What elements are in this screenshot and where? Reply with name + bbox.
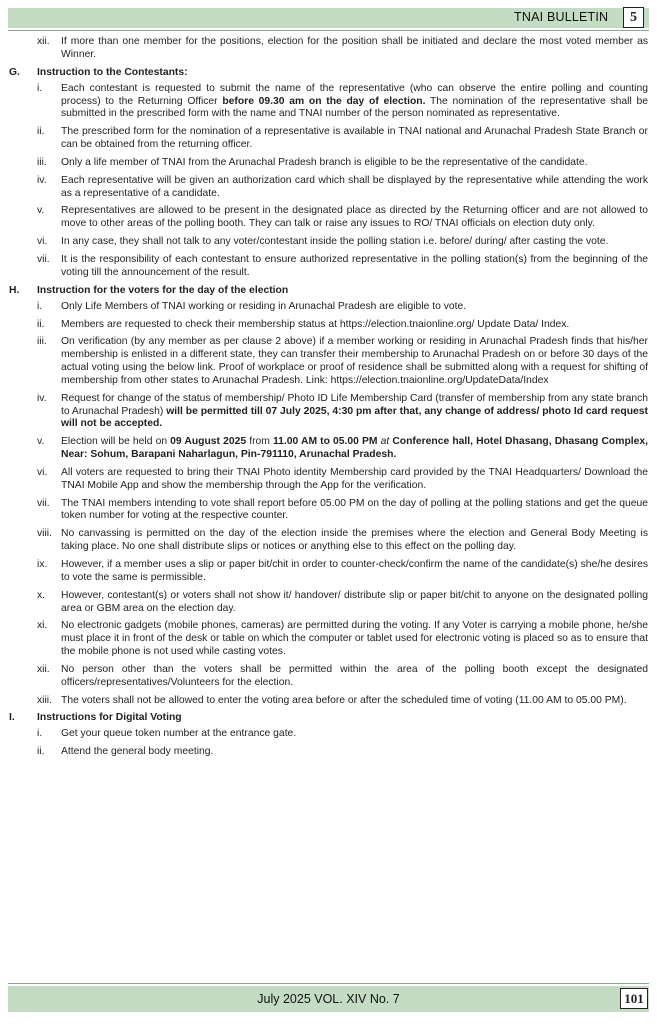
item-text: If more than one member for the positions, election for the position shall be initiated and declare the most voted member as Winner. — [61, 36, 648, 60]
item-number: ii. — [37, 126, 45, 138]
section-letter: I. — [9, 712, 15, 724]
item-text: In any case, they shall not talk to any voter/contestant inside the polling station i.e. before/ during/ after casting the vote. — [61, 236, 609, 248]
item-text: Representatives are allowed to be present in the designated place as directed by the Returning officer and are not allowed to move to other areas of the polling booth. They can talk or raise any issues to RO/ TNAI officials on election duty only. — [61, 205, 648, 230]
item-text: The TNAI members intending to vote shall report before 05.00 PM on the day of polling at the polling stations and get the queue token number for voting at the respective counter. — [61, 497, 648, 522]
list-item — [0, 319, 657, 332]
item-number: v. — [37, 436, 45, 448]
list-item — [0, 126, 657, 152]
item-number: vii. — [37, 253, 50, 265]
list-item — [0, 336, 657, 387]
item-number: xiii. — [37, 694, 52, 706]
item-text: However, contestant(s) or voters shall not show it/ handover/ distribute slip or paper bit/chit to anyone on the designated polling area or GBM area on the election day. — [61, 589, 648, 614]
header-page-number: 5 — [623, 7, 644, 28]
item-number: ii. — [37, 746, 45, 758]
election-venue: Conference hall, Hotel Dhasang, Dhasang Complex, Near: Sohum, Barapani Naharlagun, Pin-791110, Arunachal Pradesh. — [61, 436, 649, 461]
item-text: No electronic gadgets (mobile phones, cameras) are permitted during the voting. If any Voter is carrying a mobile phone, he/she must place it in front of the desk or table on which the computer or tablet used for electronic voting is placed so as to ensure that the mobile phone is not used while casting votes. — [61, 620, 648, 658]
section-heading — [0, 712, 657, 725]
section-letter: G. — [9, 66, 20, 78]
item-number: xi. — [37, 620, 48, 632]
list-item: iv. Request for change of the status of membership/ Photo ID Life Membership Card (transfer of membership from any state branch to Arunachal Pradesh) will be permitted till 07 July 2025, 4:30 pm after that, any change of address/ photo Id card request will not be accepted. — [37, 392, 648, 430]
section-title: Instruction to the Contestants: — [37, 66, 188, 78]
header-divider — [8, 30, 649, 31]
list-item — [0, 620, 657, 659]
list-item — [0, 528, 657, 554]
list-item — [0, 301, 657, 314]
bold-text: before 09.30 am on the day of election. — [222, 95, 426, 107]
item-number: v. — [37, 205, 45, 217]
list-item — [0, 498, 657, 524]
item-text: On verification (by any member as per clause 2 above) if a member working or residing in Arunachal Pradesh finds that his/her membership is enlisted in a different state, they can transfer their membership to Arunachal Pradesh on or before 30 days of the actual voting using the below link. Proof of workplace or proof of residence shall be submitted along with a request for shifting of membership from other states to Arunachal Pradesh. Link: https://election.tnaionline.org/UpdateData/Index — [61, 336, 648, 386]
item-text: Only a life member of TNAI from the Arunachal Pradesh branch is eligible to be the representative of the candidate. — [61, 156, 588, 168]
item-text: Members are requested to check their membership status at https://election.tnaionline.org/ Update Data/ Index. — [61, 318, 570, 330]
footer-page-number: 101 — [620, 988, 648, 1009]
list-item — [0, 746, 657, 759]
list-item — [0, 559, 657, 585]
election-date: 09 August 2025 — [170, 436, 247, 448]
item-number: i. — [37, 728, 43, 740]
item-number: iv. — [37, 174, 47, 186]
item-text: Get your queue token number at the entrance gate. — [61, 728, 297, 740]
item-number: x. — [37, 589, 46, 601]
list-item — [0, 36, 657, 62]
list-item — [0, 236, 657, 249]
issue-info: July 2025 VOL. XIV No. 7 — [257, 992, 400, 1006]
section-title: Instruction for the voters for the day of the election — [37, 284, 289, 296]
list-item — [0, 728, 657, 741]
item-text: The prescribed form for the nomination of a representative is available in TNAI national and Arunachal Pradesh State Branch or can be obtained from the returning officer. — [61, 126, 648, 151]
item-text: It is the responsibility of each contestant to ensure authorized representative in the polling station(s) from the beginning of the voting till the announcement of the result. — [61, 253, 648, 278]
item-number: iii. — [37, 336, 47, 348]
list-item — [0, 205, 657, 231]
item-text: No person other than the voters shall be permitted within the area of the polling booth except the designated officers/representatives/Volunteers for the election. — [61, 663, 648, 688]
document-body — [0, 36, 657, 764]
item-number: ii. — [37, 318, 45, 330]
item-number: vi. — [37, 236, 48, 248]
item-text: The voters shall not be allowed to enter the voting area before or after the scheduled time of voting (11.00 AM to 05.00 PM). — [61, 694, 627, 706]
item-text: Attend the general body meeting. — [61, 746, 214, 758]
election-time: 11.00 AM to 05.00 PM — [272, 436, 378, 448]
list-item — [0, 467, 657, 493]
bulletin-title: TNAI BULLETIN — [514, 10, 609, 24]
list-item — [0, 590, 657, 616]
item-number: xii. — [37, 36, 50, 47]
item-number: vi. — [37, 466, 48, 478]
section-letter: H. — [9, 284, 20, 296]
item-number: ix. — [37, 559, 48, 570]
section-title: Instructions for Digital Voting — [37, 712, 182, 724]
item-text: All voters are requested to bring their TNAI Photo identity Membership card provided by the TNAI Headquarters/ Download the TNAI Mobile App and show the membership through the App for the verification. — [61, 466, 648, 491]
item-number: iv. — [37, 392, 47, 404]
section-heading — [0, 285, 657, 298]
section-heading — [0, 67, 657, 80]
bold-text: will be permitted till 07 July 2025, 4:30 pm after that, any change of address/ photo Id card request will not be accepted. — [61, 405, 648, 430]
item-number: xii. — [37, 663, 50, 675]
item-number: iii. — [37, 156, 47, 168]
list-item — [0, 664, 657, 690]
list-item — [0, 175, 657, 201]
item-text: However, if a member uses a slip or paper bit/chit in order to counter-check/confirm the name of the candidate(s) she/he desires to vote the same is permissible. — [61, 559, 648, 583]
item-text: Each representative will be given an authorization card which shall be displayed by the representative while attending the work as a representative of a candidate. — [61, 174, 648, 199]
item-number: i. — [37, 300, 43, 312]
list-item — [0, 157, 657, 170]
item-text: Only Life Members of TNAI working or residing in Arunachal Pradesh are eligible to vote. — [61, 300, 467, 312]
item-number: vii. — [37, 497, 50, 509]
list-item: i. Each contestant is requested to submit the name of the representative (who can observe the entire polling and counting process) to the Returning Officer before 09.30 am on the day of election. The nomination of the representative shall be submitted in the prescribed form with the name and TNAI number of the person nominated as representative. — [37, 82, 648, 120]
list-item: v. Election will be held on 09 August 2025 from 11.00 AM to 05.00 PM at Conference hall, Hotel Dhasang, Dhasang Complex, Near: Sohum, Barapani Naharlagun, Pin-791110, Arunachal Pradesh. — [37, 436, 649, 461]
item-number: viii. — [37, 528, 52, 540]
footer-divider — [8, 983, 649, 984]
list-item — [0, 695, 657, 708]
list-item — [0, 254, 657, 280]
item-text: No canvassing is permitted on the day of the election inside the premises where the election and General Body Meeting is taking place. No one shall distribute slips or notices or anything else to this effect on the polling day. — [61, 528, 648, 553]
item-number: i. — [37, 82, 43, 94]
